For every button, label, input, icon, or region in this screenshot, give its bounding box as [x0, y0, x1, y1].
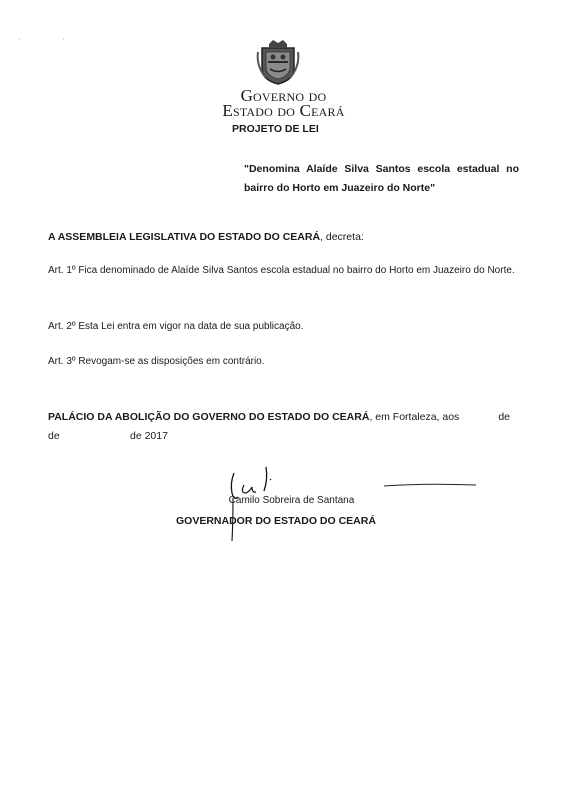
government-title-line1: Governo do	[240, 86, 327, 105]
government-title-line2: Estado do Ceará	[222, 101, 345, 120]
enacting-clause	[48, 231, 364, 243]
law-summary: "Denomina Alaíde Silva Santos escola estadual no bairro do Horto em Juazeiro do Norte"	[244, 163, 519, 194]
article-3: Art. 3º Revogam-se as disposições em contrário.	[48, 356, 265, 367]
date-de-right: de	[498, 411, 510, 423]
document-type: PROJETO DE LEI	[232, 123, 319, 135]
assembly-name: A ASSEMBLEIA LEGISLATIVA DO ESTADO DO CEARÁ	[48, 231, 321, 243]
city-text: , em Fortaleza, aos	[369, 411, 460, 423]
signer-block	[0, 495, 567, 506]
signature-stroke	[384, 483, 476, 487]
palace-name: PALÁCIO DA ABOLIÇÃO DO GOVERNO DO ESTADO DO CEARÁ	[48, 411, 370, 423]
article-2: Art. 2º Esta Lei entra em vigor na data de sua publicação.	[48, 321, 304, 332]
decree-text: , decreta:	[320, 231, 364, 243]
date-year: de 2017	[130, 430, 168, 442]
date-de-left: de	[48, 430, 60, 442]
article-1: Art. 1º Fica denominado de Alaíde Silva Santos escola estadual no bairro do Horto em Juazeiro do Norte.	[48, 265, 515, 276]
closing-formula	[48, 408, 518, 446]
scan-specks: · ·	[18, 36, 85, 43]
signer-name: Camilo Sobreira de Santana	[228, 495, 355, 506]
state-coat-of-arms-icon	[256, 38, 300, 86]
signer-title: GOVERNADOR DO ESTADO DO CEARÁ	[176, 515, 376, 527]
